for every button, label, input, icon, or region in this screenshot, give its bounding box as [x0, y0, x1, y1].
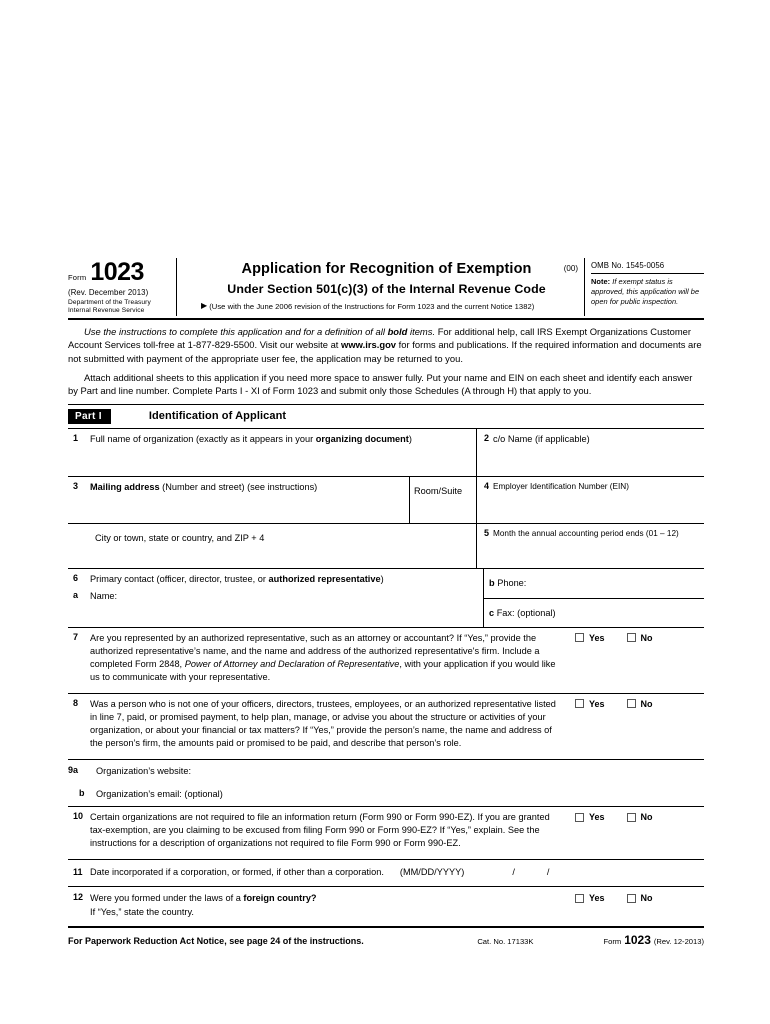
line-10-label: Certain organizations are not required to file an information return (Form 990 or Form 990-EZ). If you are granted tax-exemption, are you claiming to be excused from filing Form 990 or Form 990-EZ? If “Yes,” explain. See the instructions for a description of organizations not required to file Form 990 or Form 990-EZ. — [90, 812, 550, 849]
field-city-state-zip[interactable] — [68, 524, 477, 568]
line-12-bold: foreign country? — [243, 893, 317, 904]
line-number-8: 8 — [73, 697, 79, 708]
line-7-label — [90, 632, 575, 684]
line-1-bold: organizing document — [315, 433, 409, 444]
use-with-note-text: (Use with the June 2006 revision of the Instructions for Form 1023 and the current Notice 1382) — [209, 301, 535, 311]
line-6a-text: Name: — [90, 590, 118, 601]
form-row-9a[interactable] — [68, 760, 704, 783]
instructions-paragraph-1 — [68, 325, 704, 365]
intro-p1-a: Use the instructions to complete this application and for a definition of all — [84, 325, 388, 337]
line-12-yes-option[interactable] — [575, 893, 605, 903]
omb-number: OMB No. 1545-0056 — [591, 258, 704, 274]
field-contact-fax[interactable] — [484, 599, 704, 627]
line-number-12: 12 — [73, 892, 84, 903]
form-row-12 — [68, 887, 704, 926]
form-number-block — [68, 258, 176, 316]
part-title: Identification of Applicant — [148, 410, 287, 423]
line-12-no-label: No — [640, 893, 653, 904]
line-6-label — [90, 573, 479, 586]
checkbox-icon[interactable] — [575, 699, 584, 708]
line-10-no-option[interactable] — [627, 812, 653, 822]
line-3-label — [90, 481, 405, 494]
line-7-italic: Power of Attorney and Declaration of Representative — [184, 658, 400, 669]
line-7-text-b: , with your application if you would like us to communicate with your representative. — [90, 658, 556, 682]
line-1-text-a: Full name of organization (exactly as it appears in your — [90, 433, 316, 444]
line-12-answer-group — [575, 892, 657, 918]
omb-block — [584, 258, 704, 316]
line-6-text-b: ) — [380, 573, 384, 584]
line-6-text-a: Primary contact (officer, director, trustee, or — [90, 573, 269, 584]
room-suite-label: Room/Suite — [414, 485, 463, 496]
line-8-label: Was a person who is not one of your officers, directors, trustees, employees, or an authorized representative listed in line 7, paid, or promised payment, to help plan, manage, or advise you about the structure or activities of your organization, or about your financial or tax matters? If “Yes,” provide the person’s name, the name and address of the person’s firm, the amounts paid or promised to be paid, and describe that person’s role. — [90, 698, 556, 749]
line-7-no-label: No — [640, 632, 653, 643]
omb-note — [591, 274, 704, 306]
line-number-11: 11 — [73, 867, 83, 878]
line-4-label: Employer Identification Number (EIN) — [493, 481, 629, 491]
primary-contact-left — [68, 569, 483, 627]
agency-line: Internal Revenue Service — [68, 307, 145, 315]
city-state-zip-label: City or town, state or country, and ZIP + 4 — [95, 532, 265, 543]
right-triangle-icon: ▶ — [201, 300, 208, 310]
line-3-text: (Number and street) (see instructions) — [159, 481, 318, 492]
part-badge: Part I — [68, 409, 111, 424]
form-1023-page — [68, 258, 704, 947]
line-number-9b: b — [79, 788, 85, 799]
form-footer — [68, 927, 704, 947]
line-number-3: 3 — [73, 480, 79, 491]
irs-website: www.irs.gov — [341, 339, 397, 351]
form-number: 1023 — [90, 258, 144, 286]
form-row-city-5 — [68, 524, 704, 569]
part-1-header — [68, 405, 704, 429]
form-subtitle: Under Section 501(c)(3) of the Internal Revenue Code — [227, 281, 546, 296]
date-slash-1[interactable]: / — [512, 867, 515, 878]
paperwork-reduction-notice: For Paperwork Reduction Act Notice, see page 24 of the instructions. — [68, 935, 364, 946]
line-12-text-a: Were you formed under the laws of a — [90, 893, 244, 904]
line-1-text-b: ) — [408, 433, 412, 444]
form-label: Form — [68, 273, 87, 282]
line-number-6: 6 — [73, 572, 79, 583]
form-title-block — [176, 258, 584, 316]
omb-note-text: If exempt status is approved, this application will be open for public inspection. — [591, 277, 700, 306]
intro-p1-d: for forms and publications. If the required information and documents are not submitted with payment of the appropriate user fee, the application may be returned to you. — [68, 339, 702, 364]
line-7-yes-option[interactable] — [575, 633, 605, 643]
date-slash-2[interactable]: / — [546, 867, 550, 878]
form-row-11 — [68, 860, 704, 887]
use-with-note — [189, 301, 584, 311]
line-9b-label: Organization’s email: (optional) — [96, 789, 223, 800]
footer-revision: (Rev. 12-2013) — [653, 936, 704, 946]
line-10-no-label: No — [640, 812, 653, 823]
line-6c-text: Fax: (optional) — [494, 607, 556, 618]
line-number-7: 7 — [73, 631, 79, 642]
form-row-9b[interactable] — [68, 783, 704, 807]
omb-note-label: Note: — [591, 277, 611, 286]
catalog-number: Cat. No. 17133K — [477, 936, 534, 946]
line-number-5: 5 — [484, 527, 490, 538]
footer-form-number: 1023 — [624, 932, 651, 947]
checkbox-icon[interactable] — [627, 699, 636, 708]
intro-p1-bold: bold — [387, 325, 408, 337]
line-6-bold: authorized representative — [268, 573, 381, 584]
line-9a-label: Organization’s website: — [96, 766, 192, 777]
line-11-label: Date incorporated if a corporation, or formed, if other than a corporation. — [90, 867, 384, 878]
line-6b-text: Phone: — [494, 577, 527, 588]
field-contact-phone[interactable] — [484, 569, 704, 599]
checkbox-icon[interactable] — [627, 813, 636, 822]
department-line: Department of the Treasury — [68, 299, 151, 306]
line-1-label — [90, 433, 472, 446]
form-row-1-2 — [68, 429, 704, 477]
line-6-header — [68, 569, 483, 588]
line-6b-label: b — [489, 577, 495, 588]
line-6a-label: a — [73, 589, 79, 600]
instructions-block — [68, 320, 704, 405]
field-contact-name[interactable] — [68, 588, 483, 624]
primary-contact-right — [483, 569, 704, 627]
line-7-text-a: Are you represented by an authorized representative, such as an attorney or accountant? If “Yes,” provide the authorized representative’s name, and the name and address of the authorized representative's firm. Include a completed Form 2848, — [90, 632, 540, 669]
line-12-text-b: If “Yes,” state the country. — [90, 906, 194, 917]
line-8-yes-label: Yes — [589, 698, 605, 709]
line-number-2: 2 — [484, 432, 490, 443]
line-10-answer-group — [575, 811, 657, 850]
field-accounting-period-month[interactable] — [477, 524, 704, 568]
line-7-no-option[interactable] — [627, 633, 653, 643]
line-7-yes-label: Yes — [589, 632, 605, 643]
revision-code: (00) — [563, 264, 578, 273]
field-room-suite[interactable] — [410, 477, 477, 523]
line-8-no-label: No — [640, 698, 653, 709]
line-2-label: c/o Name (if applicable) — [493, 433, 590, 444]
line-3-bold: Mailing address — [90, 481, 160, 492]
checkbox-icon[interactable] — [575, 894, 584, 903]
field-ein[interactable] — [477, 477, 704, 523]
form-masthead — [68, 258, 704, 320]
line-8-yes-option[interactable] — [575, 699, 605, 709]
field-co-name[interactable] — [477, 429, 704, 476]
line-10-yes-label: Yes — [589, 812, 605, 823]
line-8-no-option[interactable] — [627, 699, 653, 709]
footer-form-label: Form — [603, 936, 622, 946]
line-number-1: 1 — [73, 432, 79, 443]
line-number-9a: 9a — [68, 765, 79, 776]
footer-form-id — [603, 933, 704, 947]
form-title: Application for Recognition of Exemption — [241, 261, 532, 277]
line-11-date-format: (MM/DD/YYYY) — [399, 867, 465, 878]
checkbox-icon[interactable] — [627, 633, 636, 642]
line-7-answer-group — [575, 632, 657, 684]
line-12-label — [90, 892, 575, 918]
field-mailing-address[interactable] — [68, 477, 410, 523]
form-row-10 — [68, 807, 704, 860]
checkbox-icon[interactable] — [627, 894, 636, 903]
line-12-no-option[interactable] — [627, 893, 653, 903]
checkbox-icon[interactable] — [575, 813, 584, 822]
form-row-7 — [68, 628, 704, 694]
line-number-10: 10 — [73, 811, 84, 822]
field-organization-name[interactable] — [68, 429, 477, 476]
line-10-yes-option[interactable] — [575, 812, 605, 822]
line-5-label: Month the annual accounting period ends (01 – 12) — [493, 528, 679, 538]
intro-p1-b: items. — [407, 325, 436, 337]
line-12-yes-label: Yes — [589, 893, 605, 904]
intro-p1-c: For additional help, call IRS Exempt Organizations Customer Account Services toll-free at 1-877-829-5500. Visit our website at — [68, 325, 692, 351]
line-number-4: 4 — [484, 480, 490, 491]
checkbox-icon[interactable] — [575, 633, 584, 642]
form-row-3-4 — [68, 477, 704, 524]
form-revision-date: (Rev. December 2013) — [68, 288, 149, 297]
line-6c-label: c — [489, 607, 495, 618]
form-row-8 — [68, 694, 704, 760]
issuing-agency — [68, 299, 176, 316]
line-8-answer-group — [575, 698, 657, 750]
form-row-6 — [68, 569, 704, 628]
instructions-paragraph-2: Attach additional sheets to this application if you need more space to answer fully. Put your name and EIN on each sheet and identify each answer by Part and line number. Complete Parts I - XI of Form 1023 and submit only those Schedules (A through H) that apply to you. — [68, 371, 693, 397]
